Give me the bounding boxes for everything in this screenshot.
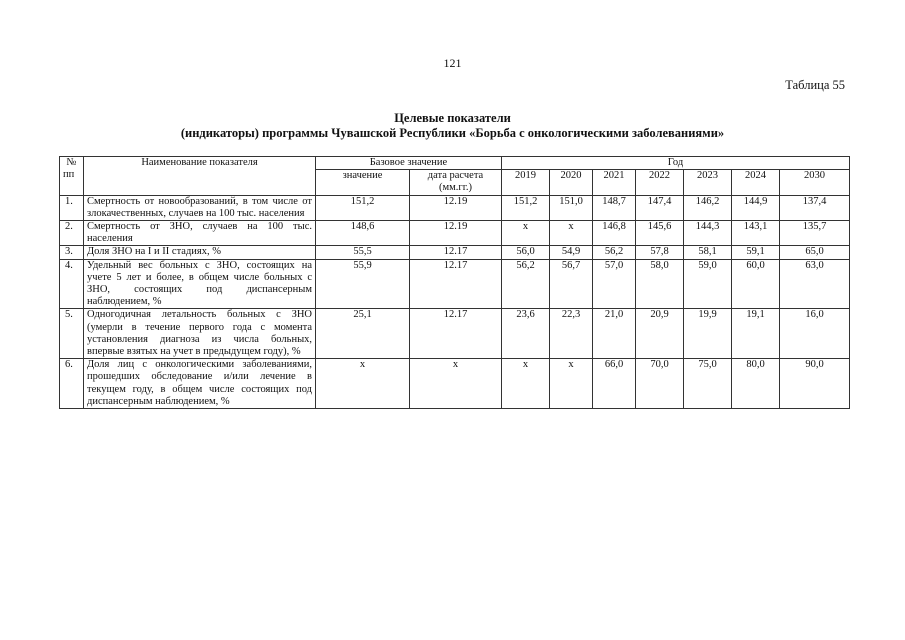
table-row <box>60 221 850 246</box>
row-name: Смертность от ЗНО, случаев на 100 тыс. населения <box>84 221 316 246</box>
row-value-2022: 147,4 <box>636 195 684 220</box>
row-value-2021: 21,0 <box>593 309 636 359</box>
row-value-2023: 59,0 <box>684 259 732 309</box>
row-value-2022: 20,9 <box>636 309 684 359</box>
header-base-date: дата расчета (мм.гг.) <box>410 170 502 195</box>
row-value-2023: 146,2 <box>684 195 732 220</box>
row-value-2030: 63,0 <box>780 259 850 309</box>
row-value-2020: 151,0 <box>550 195 593 220</box>
row-value-2021: 56,2 <box>593 246 636 259</box>
row-value-2022: 145,6 <box>636 221 684 246</box>
row-value-2022: 58,0 <box>636 259 684 309</box>
header-year-2024: 2024 <box>732 170 780 195</box>
row-num: 6. <box>60 359 84 409</box>
row-value-2030: 135,7 <box>780 221 850 246</box>
row-name: Доля лиц с онкологическими заболеваниями, прошедших обследование и/или лечение в текущем году, в общем числе состоящих под диспансерным наблюдением, % <box>84 359 316 409</box>
row-value-2020: 56,7 <box>550 259 593 309</box>
header-num-line2: пп <box>63 169 75 181</box>
indicators-table <box>59 156 850 409</box>
row-name: Удельный вес больных с ЗНО, состоящих на учете 5 лет и более, в общем числе больных с ЗНО, состоящих под диспансерным наблюдением, % <box>84 259 316 309</box>
row-value-2022: 57,8 <box>636 246 684 259</box>
row-value-2020: 22,3 <box>550 309 593 359</box>
row-value-2023: 144,3 <box>684 221 732 246</box>
row-value-2019: 23,6 <box>502 309 550 359</box>
row-base-value: 55,5 <box>316 246 410 259</box>
row-name: Одногодичная летальность больных с ЗНО (умерли в течение первого года с момента установления диагноза из числа больных, впервые взятых на учет в предыдущем году), % <box>84 309 316 359</box>
row-value-2024: 143,1 <box>732 221 780 246</box>
row-value-2023: 58,1 <box>684 246 732 259</box>
header-row-1 <box>60 157 850 170</box>
header-year-2022: 2022 <box>636 170 684 195</box>
row-value-2021: 66,0 <box>593 359 636 409</box>
row-base-date: 12.19 <box>410 195 502 220</box>
row-num: 5. <box>60 309 84 359</box>
row-value-2020: х <box>550 359 593 409</box>
row-value-2024: 60,0 <box>732 259 780 309</box>
row-value-2019: х <box>502 221 550 246</box>
row-base-date: х <box>410 359 502 409</box>
row-name: Смертность от новообразований, в том числе от злокачественных, случаев на 100 тыс. населения <box>84 195 316 220</box>
header-base: Базовое значение <box>316 157 502 170</box>
row-value-2023: 75,0 <box>684 359 732 409</box>
header-year-2021: 2021 <box>593 170 636 195</box>
row-value-2020: х <box>550 221 593 246</box>
row-base-date: 12.17 <box>410 309 502 359</box>
row-base-date: 12.19 <box>410 221 502 246</box>
table-row <box>60 246 850 259</box>
header-year-2019: 2019 <box>502 170 550 195</box>
row-value-2024: 144,9 <box>732 195 780 220</box>
table-label: Таблица 55 <box>785 78 845 92</box>
row-base-value: 148,6 <box>316 221 410 246</box>
row-value-2030: 137,4 <box>780 195 850 220</box>
row-value-2021: 148,7 <box>593 195 636 220</box>
row-base-value: х <box>316 359 410 409</box>
row-value-2030: 16,0 <box>780 309 850 359</box>
row-base-value: 151,2 <box>316 195 410 220</box>
table-title <box>0 111 905 141</box>
header-year-2030: 2030 <box>780 170 850 195</box>
row-value-2021: 57,0 <box>593 259 636 309</box>
header-year-2020: 2020 <box>550 170 593 195</box>
header-year-2023: 2023 <box>684 170 732 195</box>
table-row <box>60 309 850 359</box>
row-value-2019: 56,2 <box>502 259 550 309</box>
row-base-date: 12.17 <box>410 259 502 309</box>
page-number: 121 <box>443 56 462 70</box>
row-name: Доля ЗНО на I и II стадиях, % <box>84 246 316 259</box>
row-value-2024: 19,1 <box>732 309 780 359</box>
row-value-2030: 65,0 <box>780 246 850 259</box>
row-num: 2. <box>60 221 84 246</box>
row-value-2019: х <box>502 359 550 409</box>
header-num <box>60 157 84 196</box>
row-value-2019: 56,0 <box>502 246 550 259</box>
row-base-date: 12.17 <box>410 246 502 259</box>
row-num: 4. <box>60 259 84 309</box>
row-value-2023: 19,9 <box>684 309 732 359</box>
row-value-2030: 90,0 <box>780 359 850 409</box>
table-row <box>60 359 850 409</box>
row-value-2024: 59,1 <box>732 246 780 259</box>
title-line-1: Целевые показатели <box>394 111 511 125</box>
row-value-2024: 80,0 <box>732 359 780 409</box>
row-value-2021: 146,8 <box>593 221 636 246</box>
table-body <box>60 195 850 408</box>
row-value-2020: 54,9 <box>550 246 593 259</box>
header-name: Наименование показателя <box>84 157 316 196</box>
row-num: 1. <box>60 195 84 220</box>
row-base-value: 25,1 <box>316 309 410 359</box>
header-num-line1: № <box>66 157 77 168</box>
header-base-value: значение <box>316 170 410 195</box>
row-value-2022: 70,0 <box>636 359 684 409</box>
row-base-value: 55,9 <box>316 259 410 309</box>
header-year: Год <box>502 157 850 170</box>
row-value-2019: 151,2 <box>502 195 550 220</box>
table-row <box>60 195 850 220</box>
title-line-2: (индикаторы) программы Чувашской Республики «Борьба с онкологическими заболеваниями» <box>180 126 725 140</box>
row-num: 3. <box>60 246 84 259</box>
table-row <box>60 259 850 309</box>
